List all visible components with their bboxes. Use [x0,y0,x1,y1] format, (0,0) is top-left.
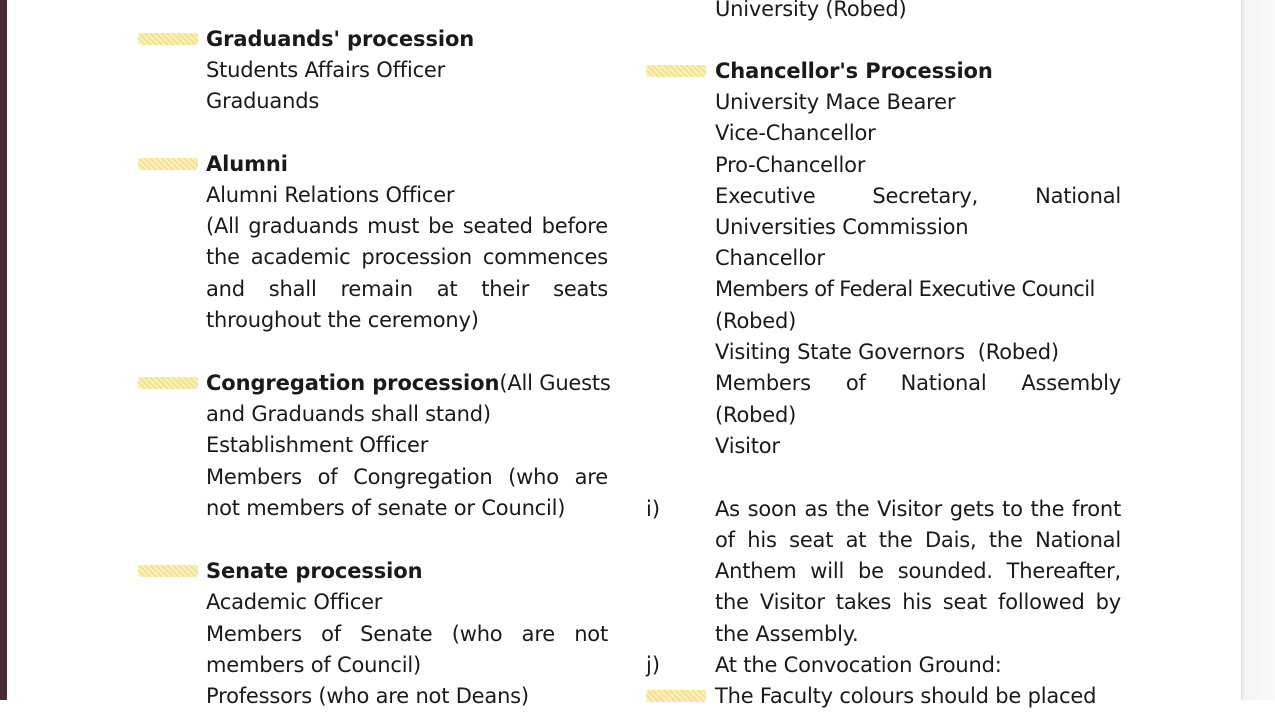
list-item: Academic Officer [206,590,383,614]
list-marker: i) [646,497,661,521]
section-heading-chancellor: Chancellor's Procession [715,59,993,83]
list-item: Alumni Relations Officer [206,183,455,207]
highlight-marker [646,690,706,702]
highlight-marker [138,33,198,45]
list-item: Universities Commission [715,215,969,239]
highlight-marker [138,377,198,389]
paragraph-line: At the Convocation Ground: [715,653,1002,677]
highlight-marker [138,565,198,577]
list-item: Establishment Officer [206,433,429,457]
list-item: Visitor [715,434,780,458]
list-item: Executive Secretary, National [715,184,1121,208]
section-heading-row-congregation [206,368,611,399]
list-item: (All graduands must be seated before [206,214,608,238]
highlight-marker [138,158,198,170]
list-marker: j) [646,653,661,677]
section-heading-tail: (All Guests [499,371,611,395]
list-item: (Robed) [715,309,797,333]
list-item: the academic procession commences [206,245,608,269]
section-heading-senate: Senate procession [206,559,423,583]
list-item: Members of Federal Executive Council [715,277,1095,301]
list-item: and shall remain at their seats [206,277,608,301]
paragraph-line: of his seat at the Dais, the National [715,528,1121,552]
list-item: Visiting State Governors (Robed) [715,340,1059,364]
list-item: and Graduands shall stand) [206,402,491,426]
list-item: University (Robed) [715,0,907,21]
list-item: University Mace Bearer [715,90,956,114]
list-item: Vice-Chancellor [715,121,876,145]
list-item: Graduands [206,89,320,113]
list-item: Members of Senate (who are not [206,622,608,646]
list-item: Professors (who are not Deans) [206,684,529,708]
list-item: members of Council) [206,653,421,677]
section-heading-congregation: Congregation procession [206,371,500,395]
page-left-edge [0,0,7,700]
highlight-marker [646,65,706,77]
list-item: Members of Congregation (who are [206,465,608,489]
paragraph-line: Anthem will be sounded. Thereafter, [715,559,1121,583]
paragraph-line: The Faculty colours should be placed [715,684,1097,708]
paragraph-line: the Visitor takes his seat followed by [715,590,1121,614]
paragraph-line: As soon as the Visitor gets to the front [715,497,1121,521]
list-item: throughout the ceremony) [206,308,479,332]
paragraph-line: the Assembly. [715,622,859,646]
list-item: (Robed) [715,403,797,427]
list-item: Members of National Assembly [715,371,1121,395]
list-item: Pro-Chancellor [715,153,866,177]
section-heading-graduands: Graduands' procession [206,27,475,51]
section-heading-alumni: Alumni [206,152,288,176]
page-right-edge [1241,0,1275,700]
list-item: not members of senate or Council) [206,496,566,520]
list-item: Chancellor [715,246,825,270]
list-item: Students Affairs Officer [206,58,446,82]
